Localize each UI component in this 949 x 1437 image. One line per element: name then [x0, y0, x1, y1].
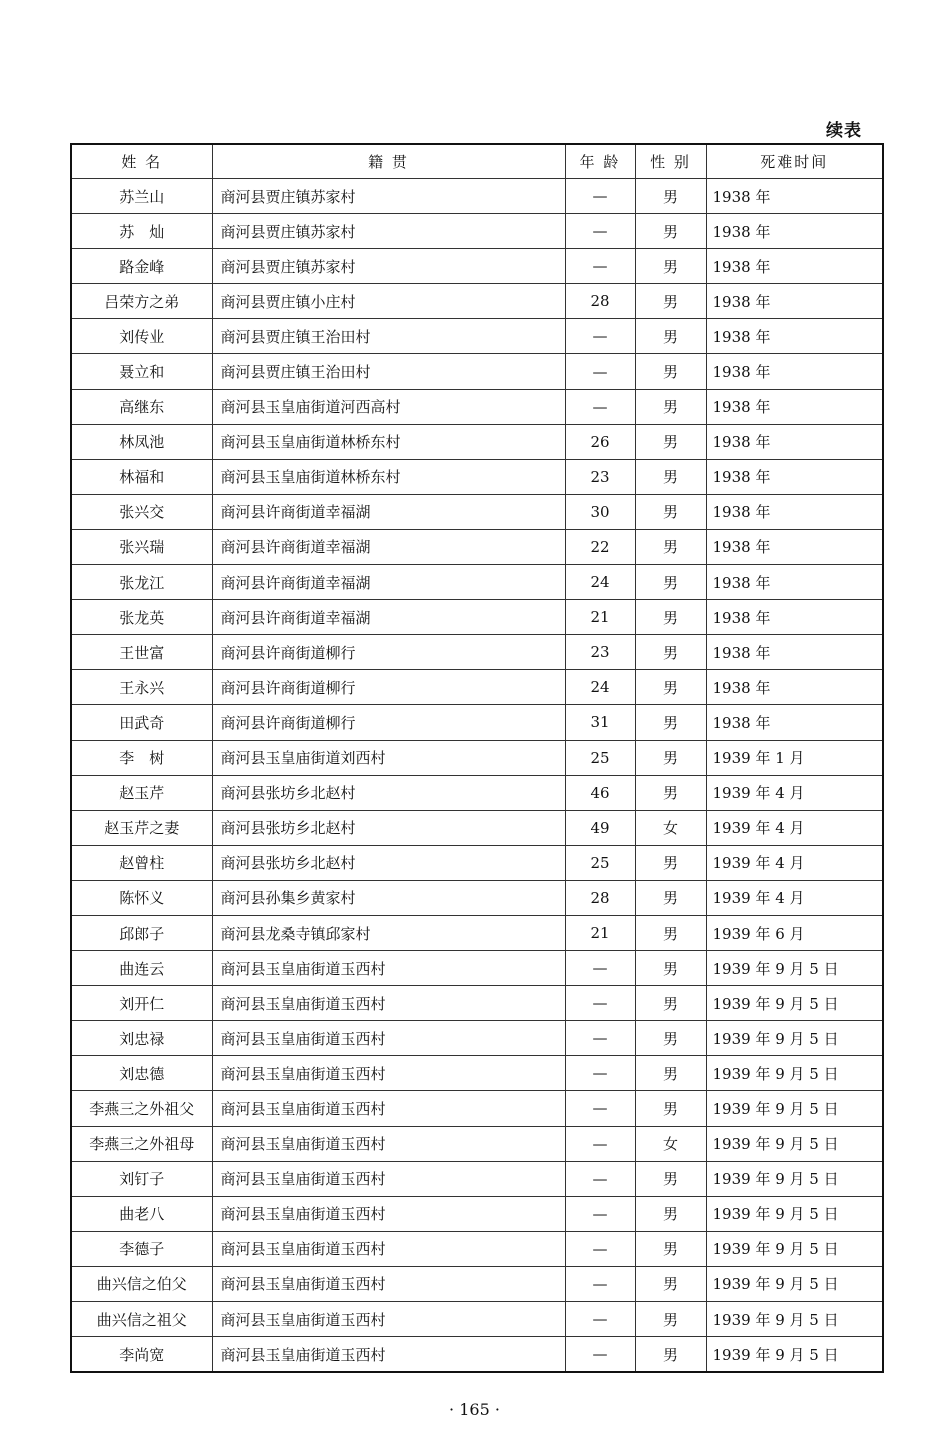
cell-sex: 男 — [635, 1056, 706, 1091]
cell-sex: 男 — [635, 389, 706, 424]
cell-death-time: 1938 年 — [706, 600, 883, 635]
cell-native-place: 商河县张坊乡北赵村 — [212, 810, 565, 845]
cell-age: 21 — [565, 915, 635, 950]
table-row — [71, 705, 883, 740]
cell-name: 张龙江 — [71, 565, 212, 600]
table-header-row — [71, 144, 883, 179]
cell-native-place: 商河县玉皇庙街道玉西村 — [212, 1126, 565, 1161]
cell-age: — — [565, 1266, 635, 1301]
cell-name: 苏兰山 — [71, 179, 212, 214]
header-death-time: 死难时间 — [706, 144, 883, 179]
cell-age: 26 — [565, 424, 635, 459]
cell-native-place: 商河县玉皇庙街道林桥东村 — [212, 424, 565, 459]
table-row — [71, 249, 883, 284]
cell-age: — — [565, 1337, 635, 1373]
table-row — [71, 179, 883, 214]
cell-name: 李德子 — [71, 1231, 212, 1266]
cell-death-time: 1938 年 — [706, 459, 883, 494]
cell-death-time: 1939 年 4 月 — [706, 880, 883, 915]
cell-death-time: 1939 年 9 月 5 日 — [706, 1196, 883, 1231]
cell-death-time: 1939 年 6 月 — [706, 915, 883, 950]
table-row — [71, 565, 883, 600]
cell-sex: 男 — [635, 951, 706, 986]
table-row — [71, 494, 883, 529]
cell-death-time: 1939 年 9 月 5 日 — [706, 1161, 883, 1196]
cell-sex: 女 — [635, 810, 706, 845]
cell-native-place: 商河县许商街道幸福湖 — [212, 565, 565, 600]
cell-death-time: 1939 年 9 月 5 日 — [706, 1091, 883, 1126]
table-row — [71, 635, 883, 670]
table-row — [71, 1126, 883, 1161]
cell-age: — — [565, 179, 635, 214]
cell-sex: 男 — [635, 1231, 706, 1266]
table-row — [71, 1161, 883, 1196]
cell-name: 刘钉子 — [71, 1161, 212, 1196]
cell-native-place: 商河县许商街道柳行 — [212, 635, 565, 670]
cell-native-place: 商河县龙桑寺镇邱家村 — [212, 915, 565, 950]
table-row — [71, 389, 883, 424]
cell-sex: 男 — [635, 319, 706, 354]
table-row — [71, 284, 883, 319]
cell-native-place: 商河县孙集乡黄家村 — [212, 880, 565, 915]
table-row — [71, 810, 883, 845]
cell-death-time: 1939 年 4 月 — [706, 775, 883, 810]
cell-age: — — [565, 1126, 635, 1161]
cell-sex: 男 — [635, 529, 706, 564]
cell-sex: 男 — [635, 705, 706, 740]
cell-death-time: 1938 年 — [706, 494, 883, 529]
cell-death-time: 1939 年 9 月 5 日 — [706, 1056, 883, 1091]
cell-name: 苏 灿 — [71, 214, 212, 249]
table-row — [71, 775, 883, 810]
header-age: 年 龄 — [565, 144, 635, 179]
cell-name: 李尚宽 — [71, 1337, 212, 1373]
cell-name: 聂立和 — [71, 354, 212, 389]
cell-sex: 男 — [635, 915, 706, 950]
cell-sex: 男 — [635, 1196, 706, 1231]
cell-age: 49 — [565, 810, 635, 845]
cell-name: 吕荣方之弟 — [71, 284, 212, 319]
page-number: · 165 · — [449, 1400, 500, 1419]
table-row — [71, 845, 883, 880]
cell-death-time: 1939 年 9 月 5 日 — [706, 1126, 883, 1161]
cell-age: — — [565, 319, 635, 354]
cell-name: 李 树 — [71, 740, 212, 775]
cell-name: 刘传业 — [71, 319, 212, 354]
table-row — [71, 1231, 883, 1266]
cell-name: 林福和 — [71, 459, 212, 494]
cell-age: — — [565, 1021, 635, 1056]
cell-death-time: 1938 年 — [706, 319, 883, 354]
cell-age: 25 — [565, 740, 635, 775]
cell-sex: 男 — [635, 775, 706, 810]
cell-name: 曲兴信之伯父 — [71, 1266, 212, 1301]
cell-name: 张龙英 — [71, 600, 212, 635]
table-row — [71, 951, 883, 986]
cell-name: 曲兴信之祖父 — [71, 1302, 212, 1337]
table-row — [71, 1021, 883, 1056]
cell-native-place: 商河县玉皇庙街道玉西村 — [212, 1302, 565, 1337]
cell-sex: 男 — [635, 1302, 706, 1337]
cell-sex: 男 — [635, 986, 706, 1021]
cell-sex: 男 — [635, 249, 706, 284]
cell-sex: 男 — [635, 1091, 706, 1126]
cell-sex: 男 — [635, 179, 706, 214]
cell-native-place: 商河县贾庄镇小庄村 — [212, 284, 565, 319]
cell-native-place: 商河县贾庄镇苏家村 — [212, 249, 565, 284]
header-name: 姓 名 — [71, 144, 212, 179]
cell-death-time: 1938 年 — [706, 214, 883, 249]
cell-age: 22 — [565, 529, 635, 564]
table-row — [71, 1056, 883, 1091]
cell-age: — — [565, 1302, 635, 1337]
cell-age: — — [565, 249, 635, 284]
cell-native-place: 商河县玉皇庙街道玉西村 — [212, 1196, 565, 1231]
cell-sex: 男 — [635, 354, 706, 389]
cell-age: — — [565, 214, 635, 249]
cell-death-time: 1939 年 9 月 5 日 — [706, 951, 883, 986]
cell-sex: 男 — [635, 284, 706, 319]
cell-name: 李燕三之外祖母 — [71, 1126, 212, 1161]
cell-sex: 男 — [635, 565, 706, 600]
cell-sex: 男 — [635, 845, 706, 880]
table-row — [71, 214, 883, 249]
cell-age: — — [565, 986, 635, 1021]
cell-native-place: 商河县玉皇庙街道河西高村 — [212, 389, 565, 424]
cell-death-time: 1938 年 — [706, 529, 883, 564]
cell-death-time: 1938 年 — [706, 670, 883, 705]
header-sex: 性 别 — [635, 144, 706, 179]
cell-sex: 男 — [635, 880, 706, 915]
cell-death-time: 1939 年 9 月 5 日 — [706, 1231, 883, 1266]
cell-death-time: 1939 年 9 月 5 日 — [706, 1302, 883, 1337]
cell-age: 23 — [565, 635, 635, 670]
table-row — [71, 459, 883, 494]
table-row — [71, 600, 883, 635]
cell-age: 28 — [565, 284, 635, 319]
cell-sex: 男 — [635, 635, 706, 670]
table-row — [71, 915, 883, 950]
table-row — [71, 670, 883, 705]
cell-name: 张兴瑞 — [71, 529, 212, 564]
cell-native-place: 商河县贾庄镇王治田村 — [212, 319, 565, 354]
cell-death-time: 1938 年 — [706, 284, 883, 319]
cell-name: 王永兴 — [71, 670, 212, 705]
cell-name: 田武奇 — [71, 705, 212, 740]
cell-sex: 男 — [635, 1337, 706, 1373]
table-row — [71, 424, 883, 459]
cell-sex: 男 — [635, 459, 706, 494]
cell-name: 刘开仁 — [71, 986, 212, 1021]
cell-death-time: 1938 年 — [706, 635, 883, 670]
cell-name: 刘忠禄 — [71, 1021, 212, 1056]
table-row — [71, 880, 883, 915]
cell-age: 21 — [565, 600, 635, 635]
cell-death-time: 1939 年 1 月 — [706, 740, 883, 775]
cell-sex: 男 — [635, 214, 706, 249]
table-body — [71, 179, 883, 1373]
cell-native-place: 商河县张坊乡北赵村 — [212, 845, 565, 880]
cell-sex: 男 — [635, 600, 706, 635]
table-row — [71, 1337, 883, 1373]
cell-name: 林凤池 — [71, 424, 212, 459]
cell-native-place: 商河县玉皇庙街道玉西村 — [212, 1266, 565, 1301]
cell-name: 曲连云 — [71, 951, 212, 986]
cell-death-time: 1938 年 — [706, 179, 883, 214]
cell-death-time: 1938 年 — [706, 249, 883, 284]
cell-death-time: 1938 年 — [706, 705, 883, 740]
cell-age: 24 — [565, 565, 635, 600]
cell-death-time: 1938 年 — [706, 565, 883, 600]
cell-name: 陈怀义 — [71, 880, 212, 915]
cell-sex: 女 — [635, 1126, 706, 1161]
cell-death-time: 1939 年 4 月 — [706, 810, 883, 845]
cell-age: — — [565, 951, 635, 986]
cell-death-time: 1939 年 9 月 5 日 — [706, 986, 883, 1021]
cell-sex: 男 — [635, 424, 706, 459]
cell-age: 46 — [565, 775, 635, 810]
cell-age: — — [565, 389, 635, 424]
table-row — [71, 1196, 883, 1231]
table-row — [71, 1302, 883, 1337]
cell-age: 25 — [565, 845, 635, 880]
cell-death-time: 1939 年 9 月 5 日 — [706, 1266, 883, 1301]
cell-sex: 男 — [635, 670, 706, 705]
cell-native-place: 商河县玉皇庙街道玉西村 — [212, 1056, 565, 1091]
cell-native-place: 商河县许商街道柳行 — [212, 670, 565, 705]
cell-age: — — [565, 1091, 635, 1126]
cell-name: 赵曾柱 — [71, 845, 212, 880]
cell-native-place: 商河县玉皇庙街道玉西村 — [212, 1161, 565, 1196]
cell-native-place: 商河县玉皇庙街道林桥东村 — [212, 459, 565, 494]
cell-age: — — [565, 1196, 635, 1231]
cell-death-time: 1939 年 9 月 5 日 — [706, 1021, 883, 1056]
table-row — [71, 986, 883, 1021]
cell-name: 刘忠德 — [71, 1056, 212, 1091]
cell-sex: 男 — [635, 740, 706, 775]
cell-name: 赵玉芹 — [71, 775, 212, 810]
table-row — [71, 1266, 883, 1301]
cell-age: — — [565, 1161, 635, 1196]
cell-name: 王世富 — [71, 635, 212, 670]
table-row — [71, 740, 883, 775]
header-native-place: 籍 贯 — [212, 144, 565, 179]
cell-sex: 男 — [635, 1021, 706, 1056]
cell-name: 高继东 — [71, 389, 212, 424]
cell-age: 31 — [565, 705, 635, 740]
cell-death-time: 1938 年 — [706, 354, 883, 389]
cell-native-place: 商河县贾庄镇王治田村 — [212, 354, 565, 389]
cell-name: 曲老八 — [71, 1196, 212, 1231]
continued-label: 续表 — [826, 121, 862, 141]
cell-native-place: 商河县玉皇庙街道玉西村 — [212, 1021, 565, 1056]
victims-table — [70, 143, 884, 1373]
cell-sex: 男 — [635, 1266, 706, 1301]
cell-sex: 男 — [635, 494, 706, 529]
cell-native-place: 商河县贾庄镇苏家村 — [212, 214, 565, 249]
table-row — [71, 319, 883, 354]
cell-native-place: 商河县许商街道幸福湖 — [212, 529, 565, 564]
cell-native-place: 商河县玉皇庙街道玉西村 — [212, 951, 565, 986]
cell-native-place: 商河县贾庄镇苏家村 — [212, 179, 565, 214]
cell-name: 李燕三之外祖父 — [71, 1091, 212, 1126]
cell-native-place: 商河县玉皇庙街道玉西村 — [212, 1091, 565, 1126]
cell-age: 24 — [565, 670, 635, 705]
cell-native-place: 商河县许商街道幸福湖 — [212, 494, 565, 529]
cell-age: 28 — [565, 880, 635, 915]
cell-native-place: 商河县玉皇庙街道玉西村 — [212, 986, 565, 1021]
cell-name: 张兴交 — [71, 494, 212, 529]
cell-name: 路金峰 — [71, 249, 212, 284]
cell-death-time: 1939 年 9 月 5 日 — [706, 1337, 883, 1373]
table-row — [71, 529, 883, 564]
cell-name: 邱郎子 — [71, 915, 212, 950]
table-row — [71, 1091, 883, 1126]
cell-death-time: 1938 年 — [706, 389, 883, 424]
cell-age: 30 — [565, 494, 635, 529]
cell-native-place: 商河县许商街道幸福湖 — [212, 600, 565, 635]
cell-death-time: 1938 年 — [706, 424, 883, 459]
cell-age: 23 — [565, 459, 635, 494]
cell-sex: 男 — [635, 1161, 706, 1196]
cell-native-place: 商河县玉皇庙街道玉西村 — [212, 1231, 565, 1266]
cell-name: 赵玉芹之妻 — [71, 810, 212, 845]
cell-native-place: 商河县玉皇庙街道刘西村 — [212, 740, 565, 775]
cell-native-place: 商河县玉皇庙街道玉西村 — [212, 1337, 565, 1373]
cell-native-place: 商河县张坊乡北赵村 — [212, 775, 565, 810]
cell-age: — — [565, 354, 635, 389]
table-row — [71, 354, 883, 389]
cell-native-place: 商河县许商街道柳行 — [212, 705, 565, 740]
cell-age: — — [565, 1056, 635, 1091]
cell-age: — — [565, 1231, 635, 1266]
cell-death-time: 1939 年 4 月 — [706, 845, 883, 880]
